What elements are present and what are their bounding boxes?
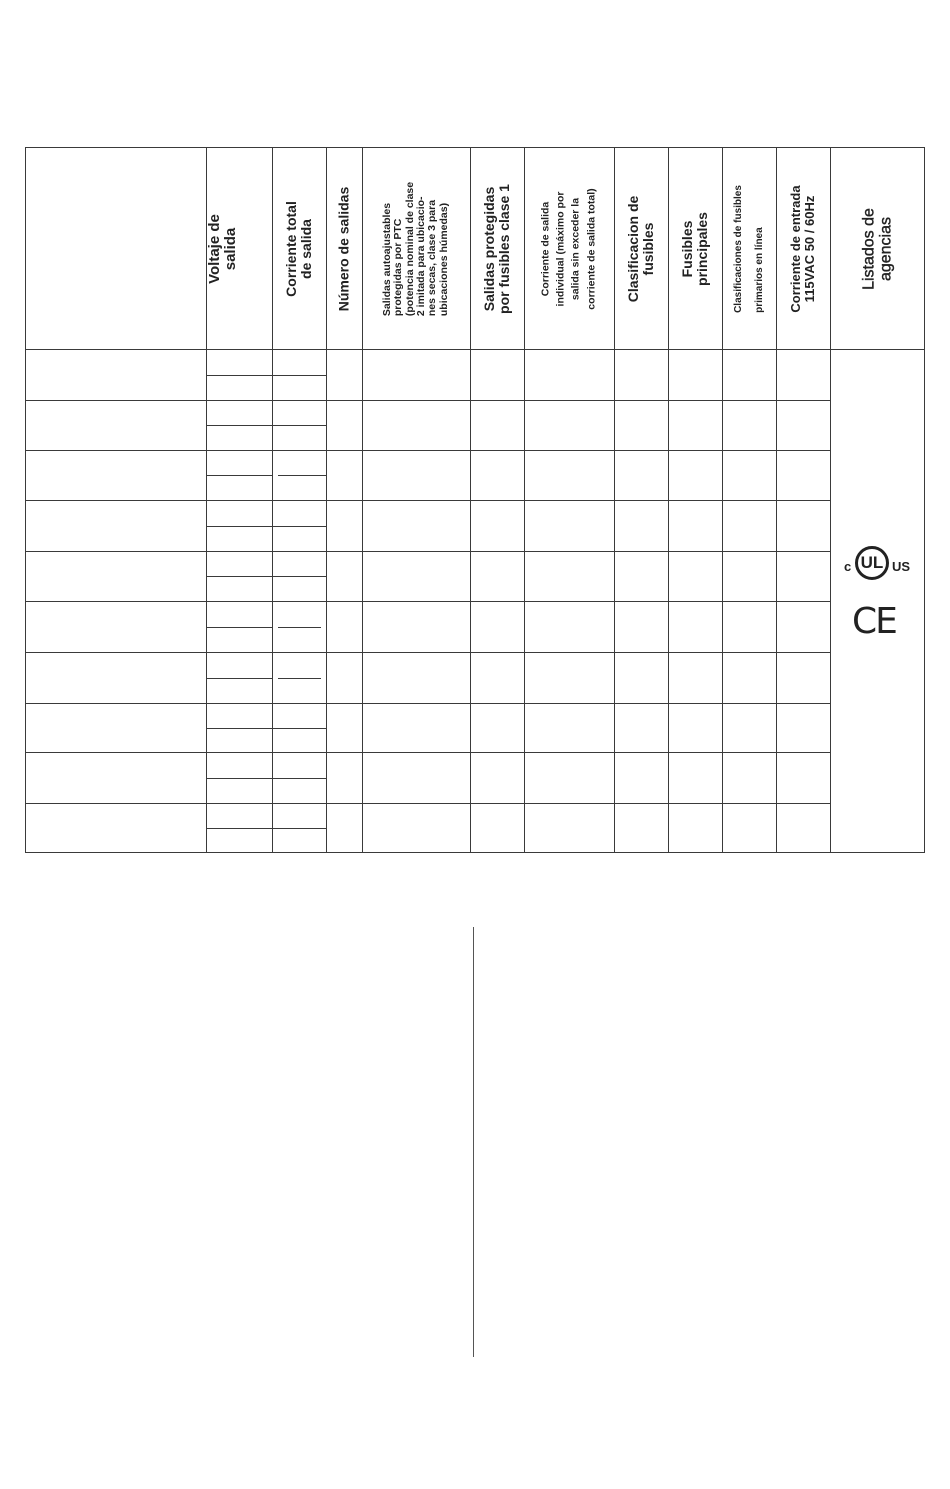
subrow-divider: [206, 425, 326, 426]
header-fuse-protected-outputs-text: Salidas protegidas por fusibles clase 1: [480, 183, 512, 314]
agency-logos: [832, 543, 926, 663]
header-number-of-outputs-text: Número de salidas: [335, 186, 352, 311]
specifications-table: [25, 147, 925, 853]
header-output-voltage: [206, 148, 272, 349]
subrow-divider: [206, 778, 326, 779]
ul-c-letter: c: [844, 559, 852, 574]
ul-us-letters: US: [892, 559, 911, 574]
header-ptc-outputs: [362, 148, 470, 349]
row-divider: [26, 703, 830, 704]
subrow-divider: [278, 678, 321, 679]
header-inline-primary-fuse-ratings: [722, 148, 776, 349]
row-divider: [26, 500, 830, 501]
row-divider: [26, 752, 830, 753]
header-main-fuses-text: Fusibles principales: [678, 211, 710, 286]
ul-logo-icon: UL: [855, 546, 889, 580]
ce-mark-icon: CE: [852, 601, 896, 642]
subrow-divider: [206, 728, 326, 729]
cul-us-listed-mark: [844, 543, 914, 588]
row-divider: [26, 400, 830, 401]
header-main-fuses: [668, 148, 722, 349]
subrow-divider: [206, 678, 272, 679]
header-individual-output-current: [524, 148, 614, 349]
page-column-divider: [473, 927, 474, 1357]
header-total-output-current-text: Corriente total de salida: [282, 200, 314, 297]
row-divider: [26, 551, 830, 552]
header-total-output-current: [272, 148, 326, 349]
row-divider: [26, 652, 830, 653]
header-output-voltage-text: Voltaje de salida: [205, 213, 239, 284]
subrow-divider: [278, 627, 321, 628]
header-inline-primary-fuse-ratings-text: Clasificaciones de fusibles primarios en línea: [733, 184, 765, 313]
subrow-divider: [206, 627, 272, 628]
header-number-of-outputs: [326, 148, 362, 349]
subrow-divider: [278, 475, 326, 476]
row-divider: [26, 601, 830, 602]
header-agency-listings: [830, 148, 926, 349]
row-divider: [26, 450, 830, 451]
subrow-divider: [206, 375, 326, 376]
header-divider: [26, 349, 924, 350]
header-ptc-outputs-text: Salidas autoajustables protegidas por PTC (potencia nominal de clase 2 imitada para ubicacio- nes secas, clase 3 para ubicaciones húmedas): [381, 181, 450, 316]
header-fuse-protected-outputs: [470, 148, 524, 349]
header-fuse-rating: [614, 148, 668, 349]
subrow-divider: [206, 828, 326, 829]
header-input-current: [776, 148, 830, 349]
header-individual-output-current-text: Corriente de salida individual (máximo por salida sin exceder la corriente de salida total): [539, 187, 598, 310]
subrow-divider: [206, 576, 326, 577]
header-input-current-text: Corriente de entrada 115VAC 50 / 60Hz: [787, 184, 817, 313]
row-divider: [26, 803, 830, 804]
header-agency-listings-text: Listados de agencias: [860, 207, 895, 290]
subrow-divider: [206, 526, 326, 527]
subrow-divider: [206, 475, 272, 476]
header-fuse-rating-text: Clasificacion de fusibles: [624, 195, 656, 302]
